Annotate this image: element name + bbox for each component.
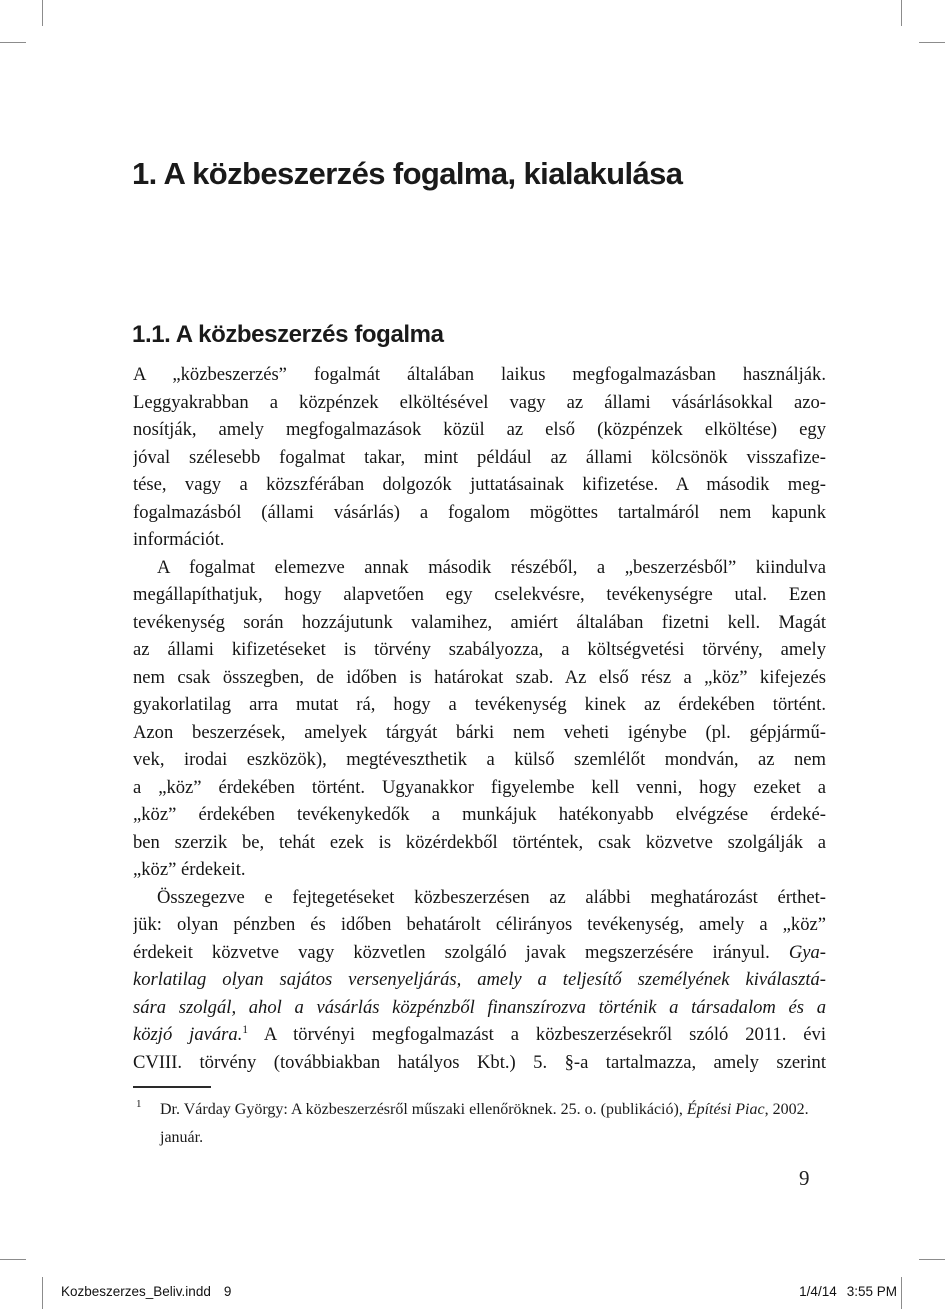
text-line xyxy=(133,526,826,554)
text-line xyxy=(133,746,826,774)
crop-mark-top-left-vertical xyxy=(42,0,43,26)
text-line xyxy=(133,554,826,582)
slug-date: 1/4/14 xyxy=(799,1284,837,1299)
text-line xyxy=(133,416,826,444)
text-line xyxy=(160,1096,826,1124)
slug-left xyxy=(61,1284,231,1299)
text-segment: közjó javára. xyxy=(133,1024,243,1045)
text-segment: az állami kifizetéseket is törvény szabályozza, a költségvetési törvény, amely xyxy=(133,639,826,660)
body-text xyxy=(133,361,826,1076)
section-title: 1.1. A közbeszerzés fogalma xyxy=(132,320,444,348)
text-line xyxy=(133,829,826,857)
text-segment: jük: olyan pénzben és időben behatárolt célirányos tevékenység, amely a „köz” xyxy=(133,914,826,935)
text-segment: „köz” érdekében tevékenykedők a munkájuk hatékonyabb elvégzése érdeké- xyxy=(133,804,826,825)
text-segment: január. xyxy=(160,1129,204,1146)
footnote-ref: 1 xyxy=(242,1023,248,1036)
body-paragraph xyxy=(133,884,826,1077)
text-segment: CVIII. törvény (továbbiakban hatályos Kbt.) 5. §-a tartalmazza, amely szerint xyxy=(133,1051,826,1073)
text-segment: gyakorlatilag arra mutat rá, hogy a tevékenység kinek az érdekében történt. xyxy=(133,694,826,715)
crop-mark-bottom-right-vertical xyxy=(901,1277,902,1309)
body-paragraph xyxy=(133,554,826,884)
footnote-text xyxy=(160,1096,826,1152)
text-segment: A „közbeszerzés” fogalmát általában laikus megfogalmazásban használják. xyxy=(133,364,826,385)
text-segment: korlatilag olyan sajátos versenyeljárás, amely a teljesítő személyének kiválasztá- xyxy=(133,969,826,990)
text-segment: A törvényi megfogalmazást a közbeszerzésekről szóló 2011. évi xyxy=(247,1024,826,1045)
text-line xyxy=(133,939,826,967)
body-paragraph xyxy=(133,361,826,554)
text-line xyxy=(133,884,826,912)
text-line xyxy=(133,499,826,527)
footnote-rule xyxy=(133,1086,211,1088)
chapter-title: 1. A közbeszerzés fogalma, kialakulása xyxy=(132,155,683,191)
text-segment: Összegezve e fejtegetéseket közbeszerzésen az alábbi meghatározást érthet- xyxy=(157,886,826,908)
text-segment: tése, vagy a közszférában dolgozók juttatásainak kifizetése. A második meg- xyxy=(133,474,826,495)
crop-mark-top-left-horizontal xyxy=(0,42,26,43)
crop-mark-top-right-vertical xyxy=(901,0,902,26)
text-line xyxy=(133,691,826,719)
text-line xyxy=(133,581,826,609)
text-segment: „köz” érdekeit. xyxy=(133,859,246,880)
text-segment: Leggyakrabban a közpénzek elköltésével vagy az állami vásárlásokkal azo- xyxy=(133,391,826,413)
text-segment: Építési Piac xyxy=(686,1101,765,1118)
text-segment: nosítják, amely megfogalmazások közül az első (közpénzek elköltése) egy xyxy=(133,419,826,440)
text-line xyxy=(133,636,826,664)
text-line xyxy=(133,719,826,747)
text-line xyxy=(133,774,826,802)
text-line xyxy=(133,389,826,417)
text-segment: A fogalmat elemezve annak második részéből, a „beszerzésből” kiindulva xyxy=(157,556,826,578)
text-segment: Dr. Várday György: A közbeszerzésről műszaki ellenőröknek. 25. o. (publikáció), xyxy=(160,1101,687,1118)
text-line xyxy=(133,664,826,692)
text-segment: ben szerzik be, tehát ezek is közérdekből történtek, csak közvetve szolgálják a xyxy=(133,831,826,853)
text-segment: vek, irodai eszközök), megtéveszthetik a külső szemlélőt mondván, az nem xyxy=(133,749,826,770)
text-segment: tevékenység során hozzájutunk valamihez, amiért általában fizetni kell. Magát xyxy=(133,611,826,633)
text-segment: nem csak összegben, de időben is határokat szab. Az első rész a „köz” kifejezés xyxy=(133,666,826,688)
text-line xyxy=(133,471,826,499)
crop-mark-top-right-horizontal xyxy=(919,42,945,43)
text-segment: sára szolgál, ahol a vásárlás közpénzből finanszírozva történik a társadalom és a xyxy=(133,996,826,1018)
text-line xyxy=(133,444,826,472)
text-line xyxy=(160,1124,826,1152)
footnote xyxy=(133,1096,826,1152)
text-segment: információt. xyxy=(133,529,225,550)
text-line xyxy=(133,609,826,637)
page-number: 9 xyxy=(799,1166,810,1190)
text-line xyxy=(133,911,826,939)
text-line xyxy=(133,994,826,1022)
text-segment: fogalmazásból (állami vásárlás) a fogalom mögöttes tartalmáról nem kapunk xyxy=(133,501,826,523)
text-segment: Gya- xyxy=(788,941,826,963)
text-segment: Azon beszerzések, amelyek tárgyát bárki nem veheti igénybe (pl. gépjármű- xyxy=(133,721,826,743)
slug-page-indicator: 9 xyxy=(223,1284,232,1299)
crop-mark-bottom-left-vertical xyxy=(42,1277,43,1309)
text-segment: megállapíthatjuk, hogy alapvetően egy cselekvésre, tevékenységre utal. Ezen xyxy=(133,584,826,605)
slug-time: 3:55 PM xyxy=(846,1284,897,1299)
text-segment: a „köz” érdekében történt. Ugyanakkor figyelembe kell venni, hogy ezeket a xyxy=(133,776,826,798)
text-segment: érdekeit közvetve vagy közvetlen szolgáló javak megszerzésére irányul. xyxy=(133,941,789,963)
crop-mark-bottom-right-horizontal xyxy=(919,1259,945,1260)
crop-mark-bottom-left-horizontal xyxy=(0,1259,26,1260)
text-segment: , 2002. xyxy=(764,1101,809,1118)
text-line xyxy=(133,966,826,994)
text-line xyxy=(133,801,826,829)
text-line xyxy=(133,361,826,389)
text-line xyxy=(133,1049,826,1077)
footnote-marker: 1 xyxy=(136,1098,142,1110)
text-line xyxy=(133,856,826,884)
text-segment: jóval szélesebb fogalmat takar, mint például az állami kölcsönök visszafize- xyxy=(133,446,826,468)
slug-right xyxy=(799,1284,897,1299)
text-line xyxy=(133,1021,826,1049)
slug-filename: Kozbeszerzes_Beliv.indd xyxy=(61,1284,211,1299)
